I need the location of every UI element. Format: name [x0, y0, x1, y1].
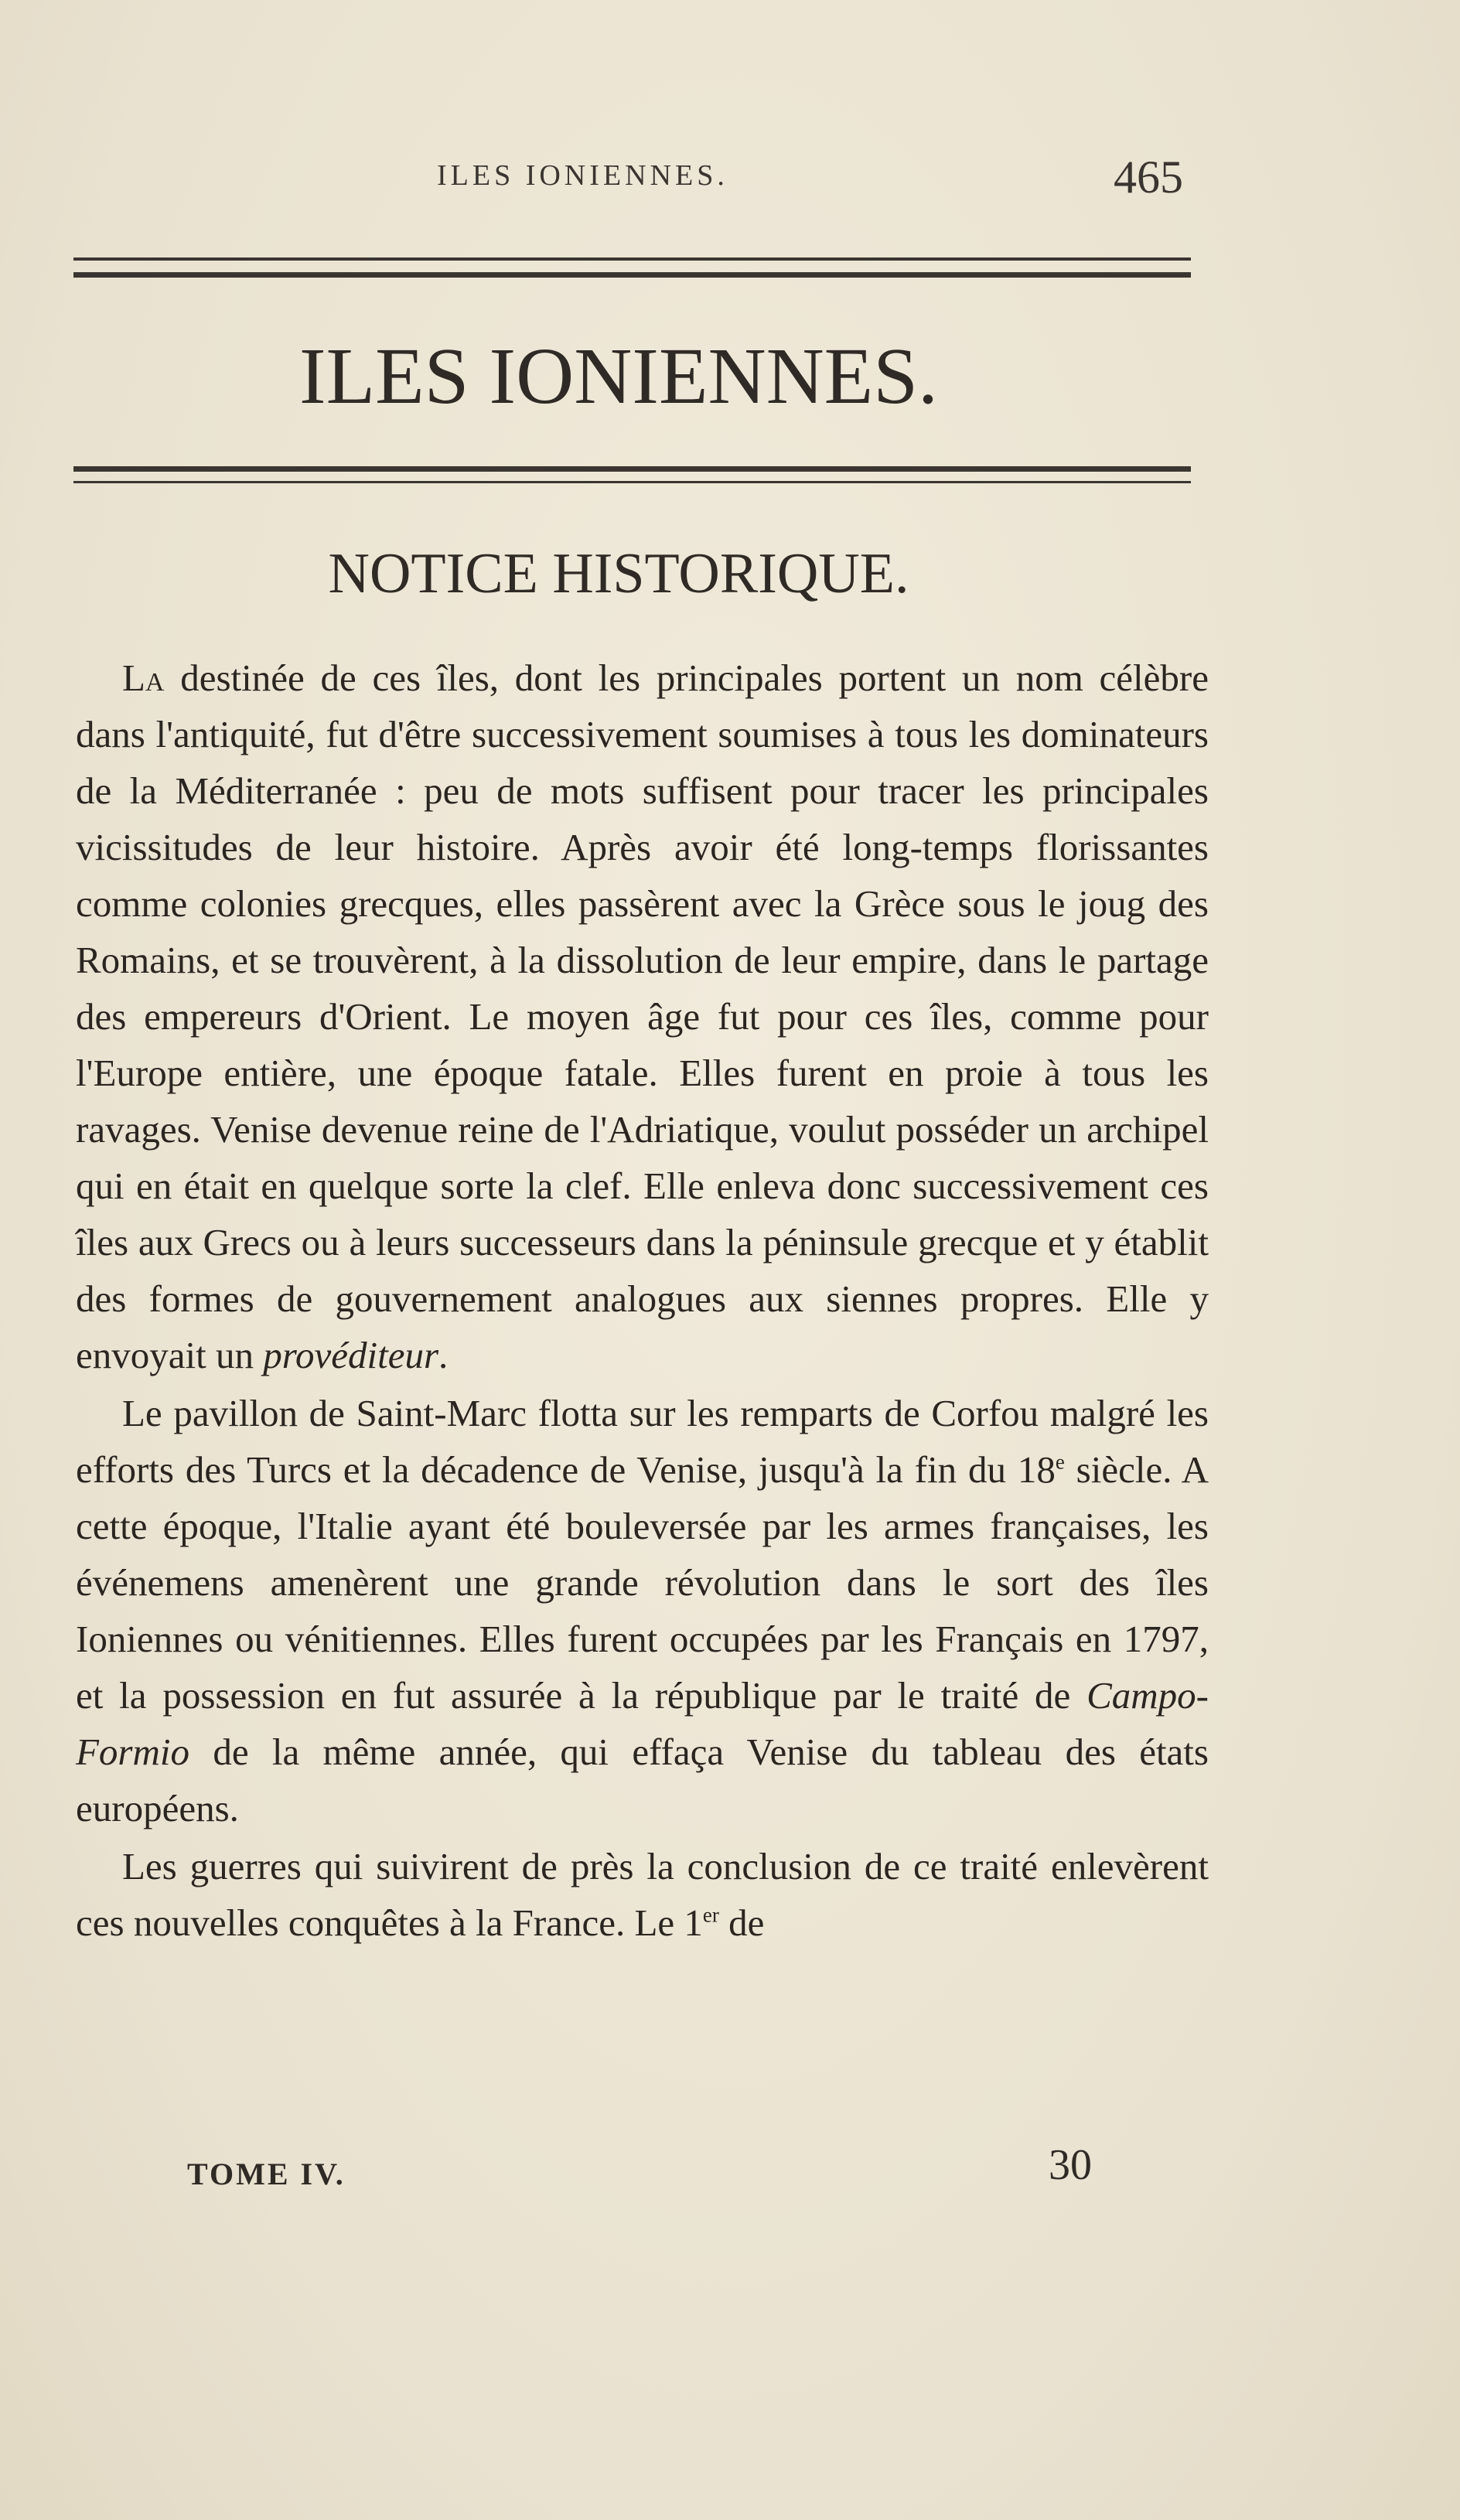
paragraph-initial-word: La	[122, 656, 165, 699]
header-rule-thin	[73, 257, 1191, 261]
running-head: ILES IONIENNES.	[437, 159, 728, 192]
paragraph-2-text-c: de la même année, qui effaça Venise du tableau des états européens.	[76, 1731, 1209, 1829]
italic-term: provéditeur	[263, 1334, 439, 1376]
page-number: 465	[1114, 152, 1183, 203]
paragraph-2-text-a: Le pavillon de Saint-Marc flotta sur les remparts de Corfou malgré les efforts des Turcs et la décadence de Venise, jusqu'à la fin du 18	[76, 1392, 1209, 1491]
paragraph-1	[76, 650, 1209, 1383]
paragraph-2	[76, 1385, 1209, 1836]
body-text	[76, 650, 1209, 1951]
section-title: NOTICE HISTORIQUE.	[328, 542, 909, 605]
paragraph-1-end: .	[438, 1334, 449, 1376]
signature-mark: TOME IV.	[187, 2157, 346, 2191]
paragraph-3-text-a: Les guerres qui suivirent de près la conclusion de ce traité enlevèrent ces nouvelles conquêtes à la France. Le 1	[76, 1845, 1209, 1944]
paragraph-3-text-b: de	[718, 1901, 765, 1944]
paragraph-3	[76, 1838, 1209, 1951]
paragraph-1-text: destinée de ces îles, dont les principales portent un nom célèbre dans l'antiquité, fut d'être successivement soumises à tous les dominateurs de la Méditerranée : peu de mots suffisent pour tracer les principales vicissitudes de leur histoire. Après avoir été long-temps florissantes comme colonies grecques, elles passèrent avec la Grèce sous le joug des Romains, et se trouvèrent, à la dissolution de leur empire, dans le partage des empereurs d'Orient. Le moyen âge fut pour ces îles, comme pour l'Europe entière, une époque fatale. Elles furent en proie à tous les ravages. Venise devenue reine de l'Adriatique, voulut posséder un archipel qui en était en quelque sorte la clef. Elle enleva donc successivement ces îles aux Grecs ou à leurs successeurs dans la péninsule grecque et y établit des formes de gouvernement analogues aux siennes propres. Elle y envoyait un	[76, 656, 1209, 1376]
title-rule-thin	[73, 481, 1191, 483]
paragraph-2-text-b: siècle. A cette époque, l'Italie ayant été bouleversée par les armes françaises, les événemens amenèrent une grande révolution dans le sort des îles Ioniennes ou vénitiennes. Elles furent occupées par les Français en 1797, et la possession en fut assurée à la république par le traité de	[76, 1448, 1209, 1717]
header-rule-thick	[73, 272, 1191, 278]
signature-number: 30	[1049, 2141, 1092, 2189]
title-rule-thick	[73, 466, 1191, 472]
superscript: e	[1055, 1450, 1065, 1474]
chapter-title: ILES IONIENNES.	[298, 332, 939, 421]
italic-term: Campo-Formio	[76, 1674, 1209, 1773]
superscript: er	[702, 1903, 719, 1927]
